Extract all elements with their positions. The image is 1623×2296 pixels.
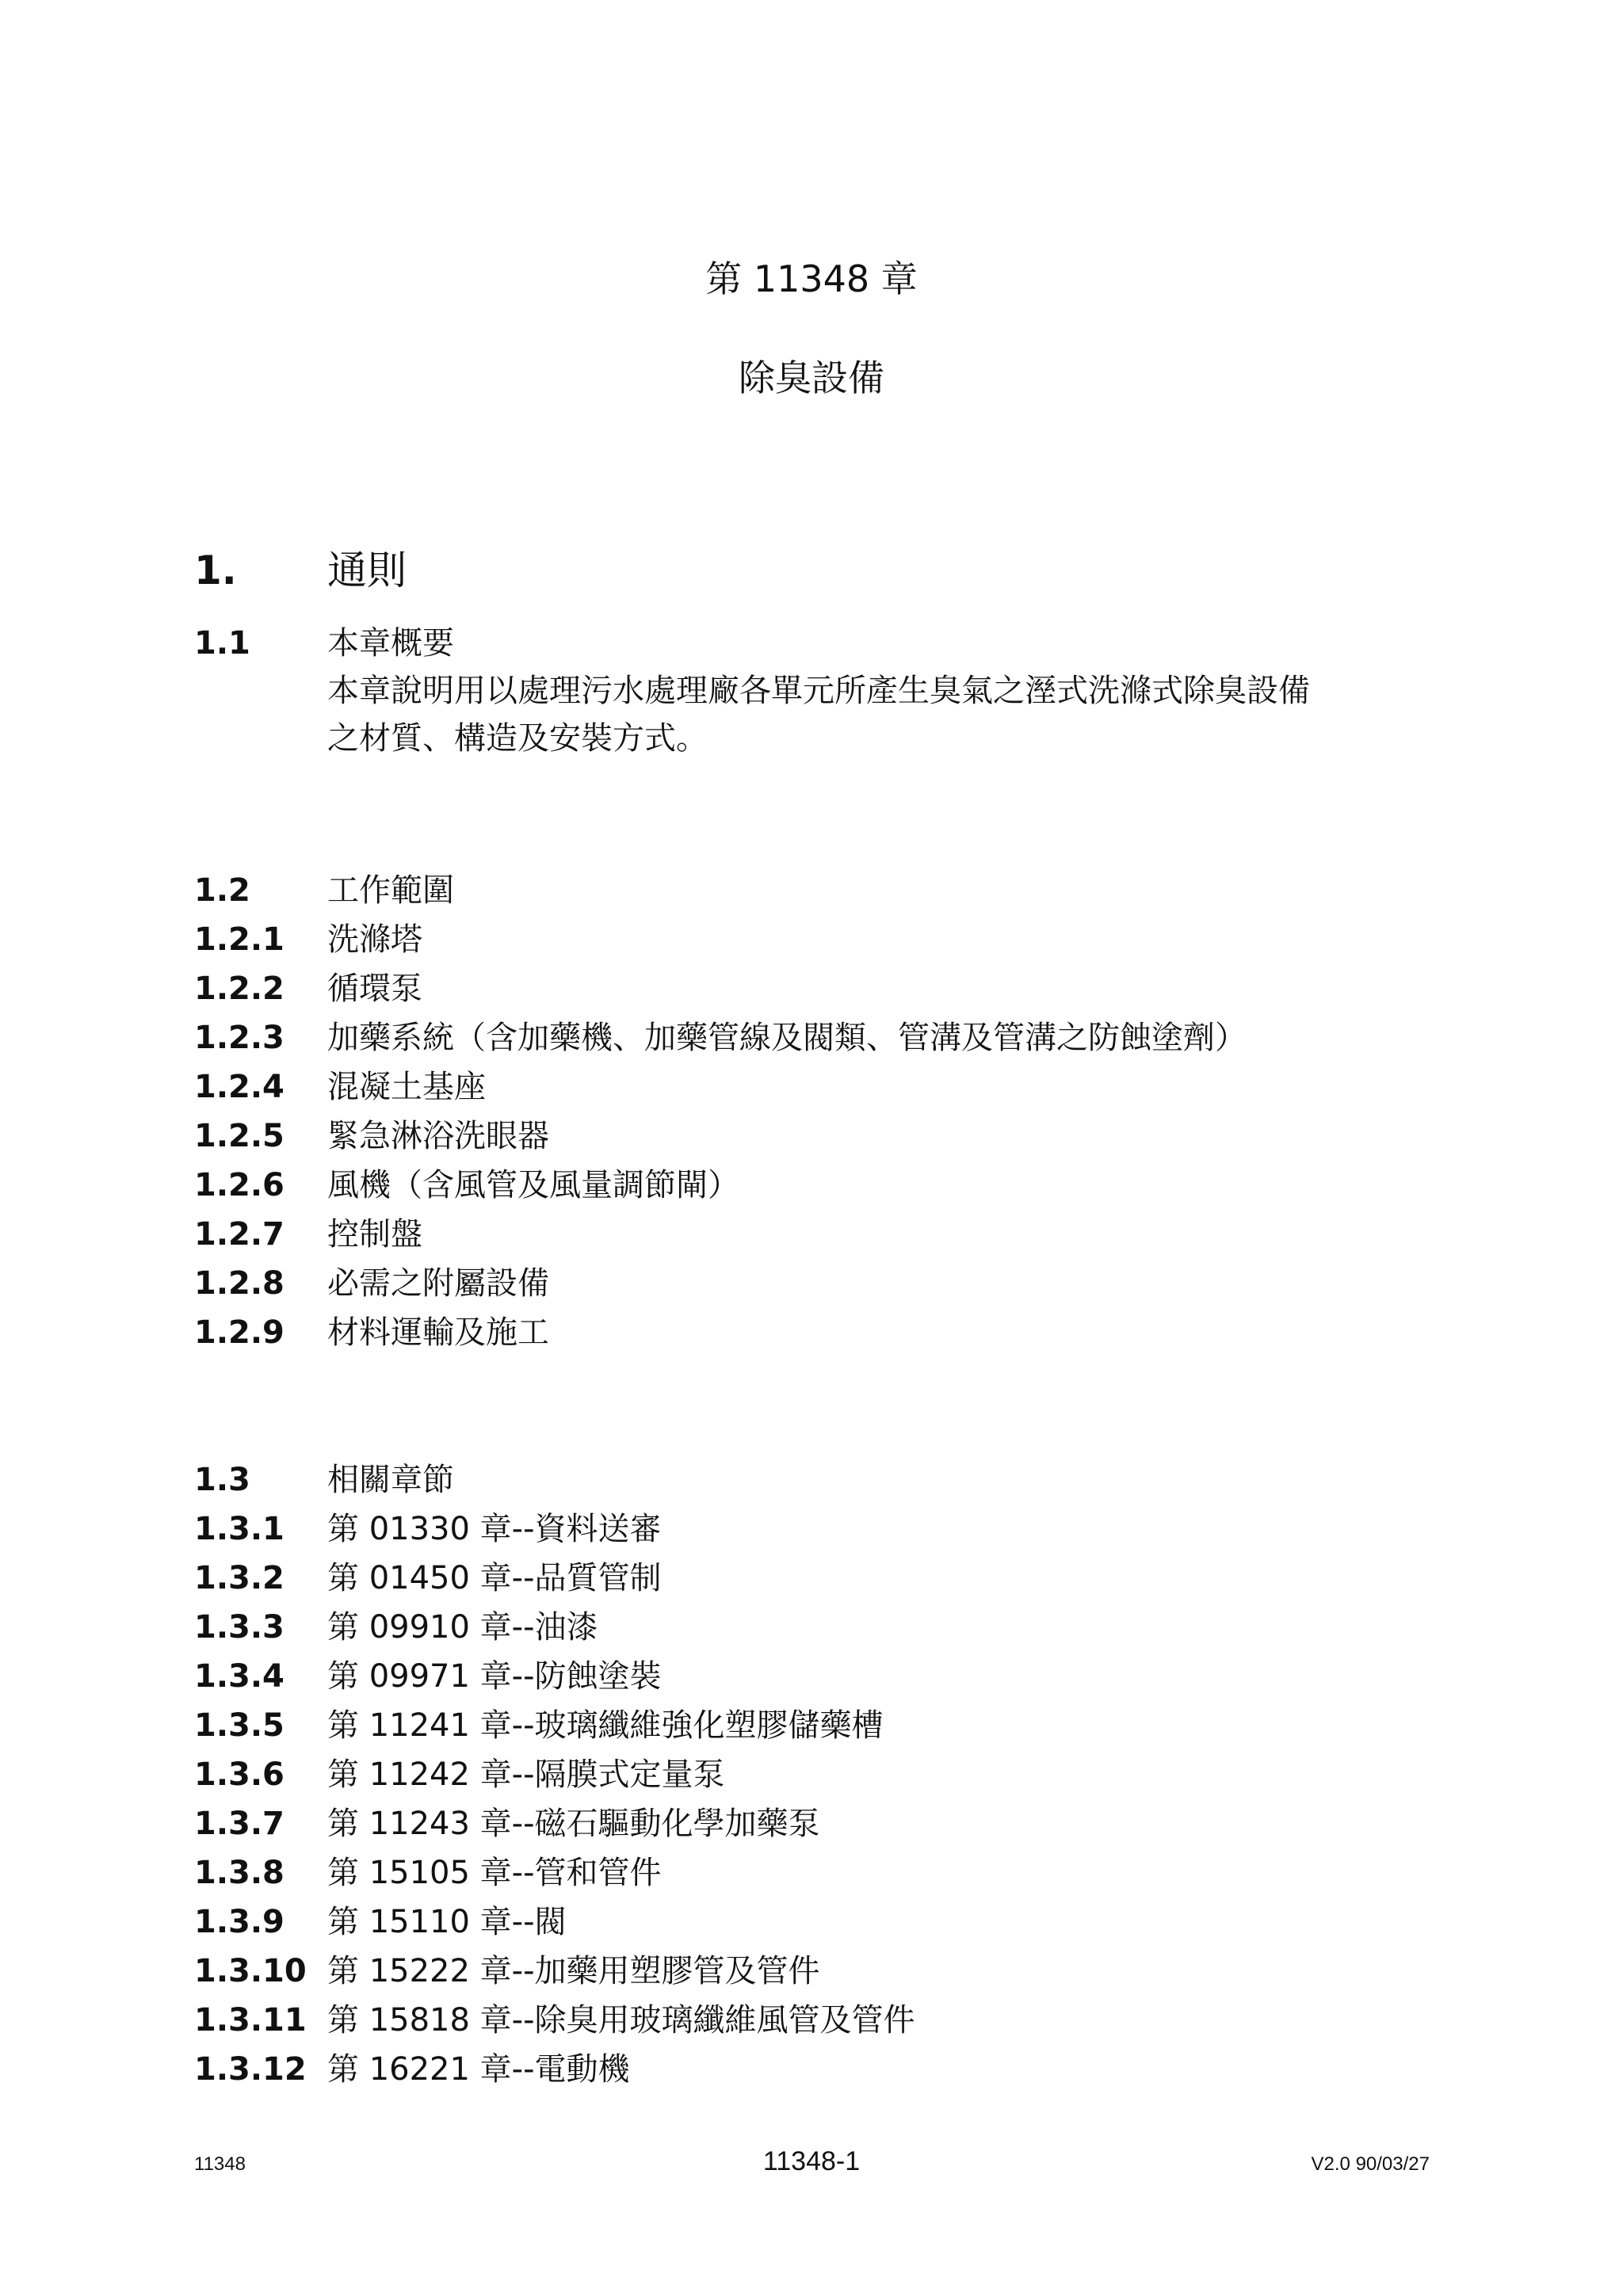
section-number: 1. — [194, 547, 237, 593]
subsection-title: 相關章節 — [327, 1462, 454, 1498]
item-number: 1.3.11 — [194, 2002, 307, 2039]
item-text: 風機（含風管及風量調節閘） — [327, 1167, 739, 1203]
item-number: 1.2.8 — [194, 1265, 285, 1302]
item-text: 第 09910 章--油漆 — [327, 1609, 598, 1646]
item-text: 第 16221 章--電動機 — [327, 2051, 630, 2088]
item-number: 1.3.6 — [194, 1756, 285, 1793]
item-number: 1.3.8 — [194, 1855, 285, 1891]
item-number: 1.2.7 — [194, 1216, 285, 1253]
item-number: 1.2.9 — [194, 1314, 285, 1351]
item-text: 第 01330 章--資料送審 — [327, 1511, 662, 1547]
item-text: 第 01450 章--品質管制 — [327, 1560, 662, 1596]
item-text: 洗滌塔 — [327, 921, 422, 958]
item-text: 必需之附屬設備 — [327, 1265, 549, 1302]
item-number: 1.2.2 — [194, 971, 285, 1007]
item-number: 1.3.9 — [194, 1904, 285, 1940]
item-text: 材料運輸及施工 — [327, 1314, 549, 1351]
item-number: 1.3.4 — [194, 1658, 285, 1695]
item-number: 1.2.4 — [194, 1069, 285, 1105]
item-text: 緊急淋浴洗眼器 — [327, 1118, 549, 1154]
chapter-title: 第 11348 章 — [705, 257, 918, 300]
item-number: 1.3.3 — [194, 1609, 285, 1646]
subsection-title: 本章概要 — [327, 625, 454, 662]
item-text: 控制盤 — [327, 1216, 422, 1253]
page-number: 11348-1 — [762, 2146, 861, 2176]
item-text: 第 11243 章--磁石驅動化學加藥泵 — [327, 1806, 820, 1842]
item-number: 1.3.5 — [194, 1707, 285, 1744]
item-text: 第 11241 章--玻璃纖維強化塑膠儲藥槽 — [327, 1707, 884, 1744]
item-number: 1.3.12 — [194, 2051, 307, 2088]
item-text: 加藥系統（含加藥機、加藥管線及閥類、管溝及管溝之防蝕塗劑） — [327, 1020, 1247, 1056]
item-text: 第 15222 章--加藥用塑膠管及管件 — [327, 1953, 820, 1989]
footer-version-date: V2.0 90/03/27 — [1311, 2153, 1430, 2175]
item-number: 1.3.7 — [194, 1806, 285, 1842]
item-number: 1.2.6 — [194, 1167, 285, 1203]
item-text: 混凝土基座 — [327, 1069, 486, 1105]
paragraph-line: 本章說明用以處理污水處理廠各單元所產生臭氣之溼式洗滌式除臭設備 — [327, 673, 1310, 709]
chapter-name: 除臭設備 — [739, 357, 884, 399]
item-number: 1.2.5 — [194, 1118, 285, 1154]
subsection-number: 1.3 — [194, 1462, 250, 1498]
section-title: 通則 — [327, 547, 407, 593]
item-number: 1.3.10 — [194, 1953, 307, 1989]
item-text: 第 11242 章--隔膜式定量泵 — [327, 1756, 725, 1793]
item-text: 第 09971 章--防蝕塗裝 — [327, 1658, 662, 1695]
item-number: 1.2.1 — [194, 921, 285, 958]
item-text: 第 15110 章--閥 — [327, 1904, 567, 1940]
subsection-number: 1.1 — [194, 625, 250, 662]
item-text: 第 15818 章--除臭用玻璃纖維風管及管件 — [327, 2002, 915, 2039]
item-text: 循環泵 — [327, 971, 422, 1007]
item-number: 1.2.3 — [194, 1020, 285, 1056]
subsection-title: 工作範圍 — [327, 872, 454, 909]
item-text: 第 15105 章--管和管件 — [327, 1855, 662, 1891]
footer-chapter-code: 11348 — [194, 2153, 246, 2175]
paragraph-line: 之材質、構造及安裝方式。 — [327, 720, 708, 757]
subsection-number: 1.2 — [194, 872, 250, 909]
item-number: 1.3.2 — [194, 1560, 285, 1596]
item-number: 1.3.1 — [194, 1511, 285, 1547]
